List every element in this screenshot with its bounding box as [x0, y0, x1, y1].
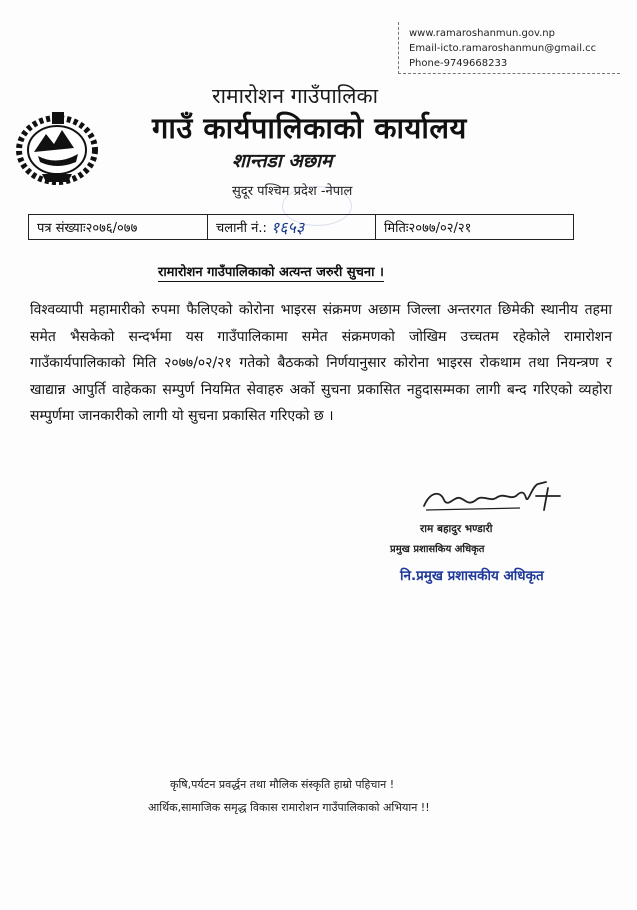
- contact-box: [398, 22, 620, 74]
- dispatch-number-cell: [207, 215, 375, 239]
- handwritten-signature: [420, 478, 570, 516]
- letter-number-cell: [29, 215, 207, 239]
- dispatch-number-label: चलानी नं.:: [216, 221, 267, 236]
- dispatch-number-value: १६५३: [270, 218, 305, 237]
- letter-number-value: २०७६/०७७: [85, 221, 138, 236]
- province-name: सुदूर पश्चिम प्रदेश -नेपाल: [232, 184, 353, 199]
- email-text: Email-icto.ramaroshanmun@gmail.cc: [409, 43, 597, 54]
- designation-stamp: नि.प्रमुख प्रशासकीय अधिकृत: [400, 568, 544, 584]
- footer-slogan-2: आर्थिक,सामाजिक समृद्ध विकास रामारोशन गाउँपालिकाको अभियान !!: [148, 801, 430, 814]
- notice-title: रामारोशन गाउँपालिकाको अत्यन्त जरुरी सुचना ।: [158, 262, 384, 282]
- date-label: मितिः: [384, 221, 409, 236]
- signatory-name: राम बहादुर भण्डारी: [420, 523, 493, 535]
- footer-slogan-1: कृषि,पर्यटन प्रवर्द्धन तथा मौलिक संस्कृति हाम्रो पहिचान !: [170, 778, 395, 791]
- notice-body: विश्वव्यापी महामारीको रुपमा फैलिएको कोरोना भाइरस संक्रमण अछाम जिल्ला अन्तरगत छिमेकी स्थानीय तहमा समेत भैसकेको सन्दर्भमा यस गाउँपालिकामा समेत संक्रमणको जोखिम उच्चतम रहेकोले रामारोशन गाउँकार्यपालिकाको मिति २०७७/०२/२१ गतेको बैठकको निर्णयानुसार कोरोना भाइरस रोकथाम तथा नियन्त्रण र खाद्यान्न आपुर्ति वाहेकका सम्पुर्ण नियमित सेवाहरु अर्को सुचना प्रकासित नहुदासम्मका लागी बन्द गरिएको व्यहोरा सम्पुर्णमा जानकारीको लागी यो सुचना प्रकासित गरिएको छ ।: [30, 302, 612, 424]
- municipality-name: रामारोशन गाउँपालिका: [212, 84, 379, 108]
- website-text: www.ramaroshanmun.gov.np: [409, 28, 555, 39]
- signatory-post: प्रमुख प्रशासकिय अधिकृत: [390, 544, 485, 555]
- letter-number-label: पत्र संख्याः: [37, 221, 86, 236]
- reference-table: [28, 214, 574, 240]
- office-address: शान्तडा अछाम: [232, 150, 333, 172]
- office-name: गाउँ कार्यपालिकाको कार्यालय: [152, 111, 467, 145]
- date-value: २०७७/०२/२१: [408, 221, 472, 236]
- date-cell: [375, 215, 573, 239]
- government-emblem-icon: [12, 104, 102, 188]
- phone-text: Phone-9749668233: [409, 58, 508, 69]
